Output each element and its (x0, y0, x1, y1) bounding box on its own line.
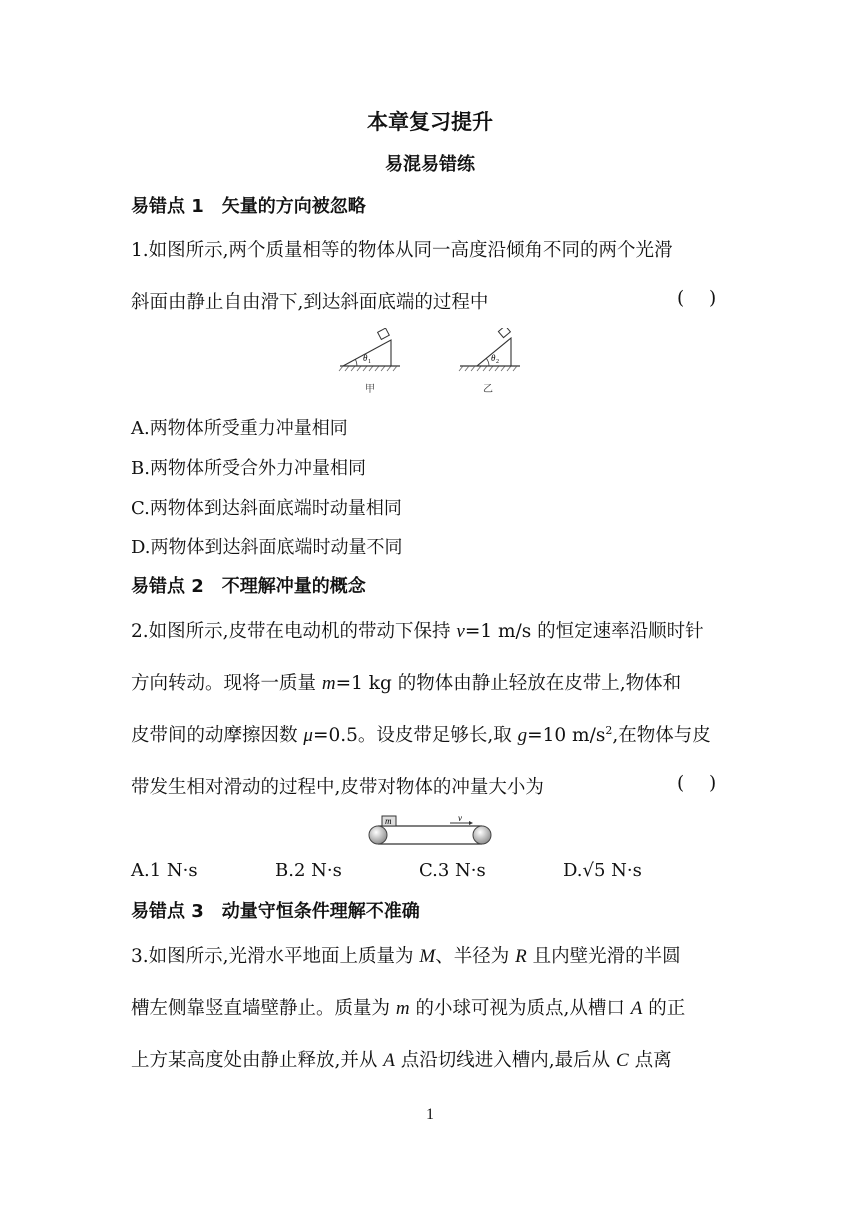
page-number: 1 (426, 1106, 434, 1123)
q2-option-d: D.√5 N·s (563, 860, 642, 881)
section-label: 易错点 1 (131, 196, 204, 217)
q2-stem-line4: 带发生相对滑动的过程中,皮带对物体的冲量大小为 (131, 777, 544, 798)
incline-left (339, 328, 400, 371)
q2-stem-line1: 2.如图所示,皮带在电动机的带动下保持 v=1 m/s 的恒定速率沿顺时针 (131, 621, 704, 642)
q2-option-b: B.2 N·s (275, 860, 342, 881)
conveyor-figure (366, 812, 494, 848)
q2-option-a: A.1 N·s (131, 860, 198, 881)
section-heading-3 (131, 897, 420, 923)
q3-stem-line1: 3.如图所示,光滑水平地面上质量为 M、半径为 R 且内壁光滑的半圆 (131, 946, 681, 967)
angle-label-right: θ (491, 353, 496, 363)
roller-right (473, 826, 491, 844)
q1-option-b: B.两物体所受合外力冲量相同 (131, 458, 366, 479)
q2-option-c: C.3 N·s (419, 860, 486, 881)
block-label: m (385, 816, 392, 826)
svg-text:2: 2 (496, 359, 499, 365)
q1-stem-line2: 斜面由静止自由滑下,到达斜面底端的过程中 (131, 292, 489, 313)
section-topic: 动量守恒条件理解不准确 (221, 901, 420, 922)
incline-right (459, 328, 520, 371)
page-title: 本章复习提升 (367, 110, 493, 134)
roller-left (369, 826, 387, 844)
velocity-label: v (458, 813, 462, 823)
figure-label-right: 乙 (483, 384, 493, 395)
section-heading-1 (131, 192, 366, 218)
incline-figure (335, 328, 525, 400)
svg-text:1: 1 (368, 359, 371, 365)
section-label: 易错点 3 (131, 901, 204, 922)
page-subtitle: 易混易错练 (385, 154, 475, 175)
q1-option-a: A.两物体所受重力冲量相同 (131, 418, 348, 439)
q2-stem-line2: 方向转动。现将一质量 m=1 kg 的物体由静止轻放在皮带上,物体和 (131, 673, 682, 694)
section-label: 易错点 2 (131, 576, 204, 597)
q3-stem-line3: 上方某高度处由静止释放,并从 A 点沿切线进入槽内,最后从 C 点离 (131, 1050, 672, 1071)
q1-option-d: D.两物体到达斜面底端时动量不同 (131, 537, 403, 558)
angle-label-left: θ (363, 353, 368, 363)
q1-option-c: C.两物体到达斜面底端时动量相同 (131, 498, 402, 519)
section-topic: 不理解冲量的概念 (221, 576, 366, 597)
q2-stem-line3: 皮带间的动摩擦因数 μ=0.5。设皮带足够长,取 g=10 $m/s^2$,在物体与皮 (131, 723, 711, 746)
q3-stem-line2: 槽左侧靠竖直墙壁静止。质量为 m 的小球可视为质点,从槽口 A 的正 (131, 998, 686, 1019)
section-heading-2 (131, 572, 366, 598)
q1-stem-line1: 1.如图所示,两个质量相等的物体从同一高度沿倾角不同的两个光滑 (131, 240, 673, 261)
section-topic: 矢量的方向被忽略 (221, 196, 366, 217)
q2-answer-blank: ( ) (677, 773, 717, 794)
q1-answer-blank: ( ) (677, 288, 717, 309)
figure-label-left: 甲 (365, 384, 375, 395)
